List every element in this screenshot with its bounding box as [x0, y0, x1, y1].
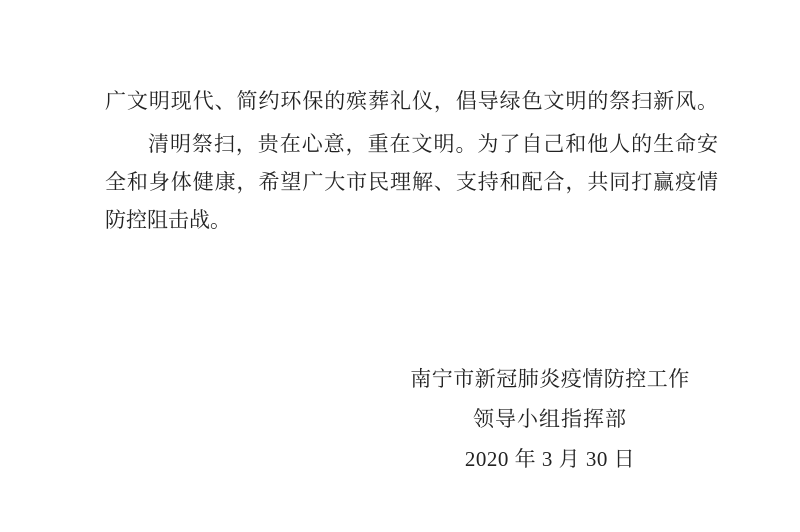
body-line-3: 全和身体健康，希望广大市民理解、支持和配合，共同打赢疫情 [105, 170, 718, 194]
signature-organization-line-2: 领导小组指挥部 [473, 407, 627, 431]
body-line-1: 广文明现代、简约环保的殡葬礼仪，倡导绿色文明的祭扫新风。 [105, 89, 718, 113]
signature-date: 2020 年 3 月 30 日 [464, 447, 636, 471]
body-line-4-paragraph-end: 防控阻击战。 [105, 208, 231, 232]
signature-organization-line-1: 南宁市新冠肺炎疫情防控工作 [410, 367, 690, 391]
body-line-2-paragraph-start: 清明祭扫，贵在心意，重在文明。为了自己和他人的生命安 [148, 132, 718, 156]
